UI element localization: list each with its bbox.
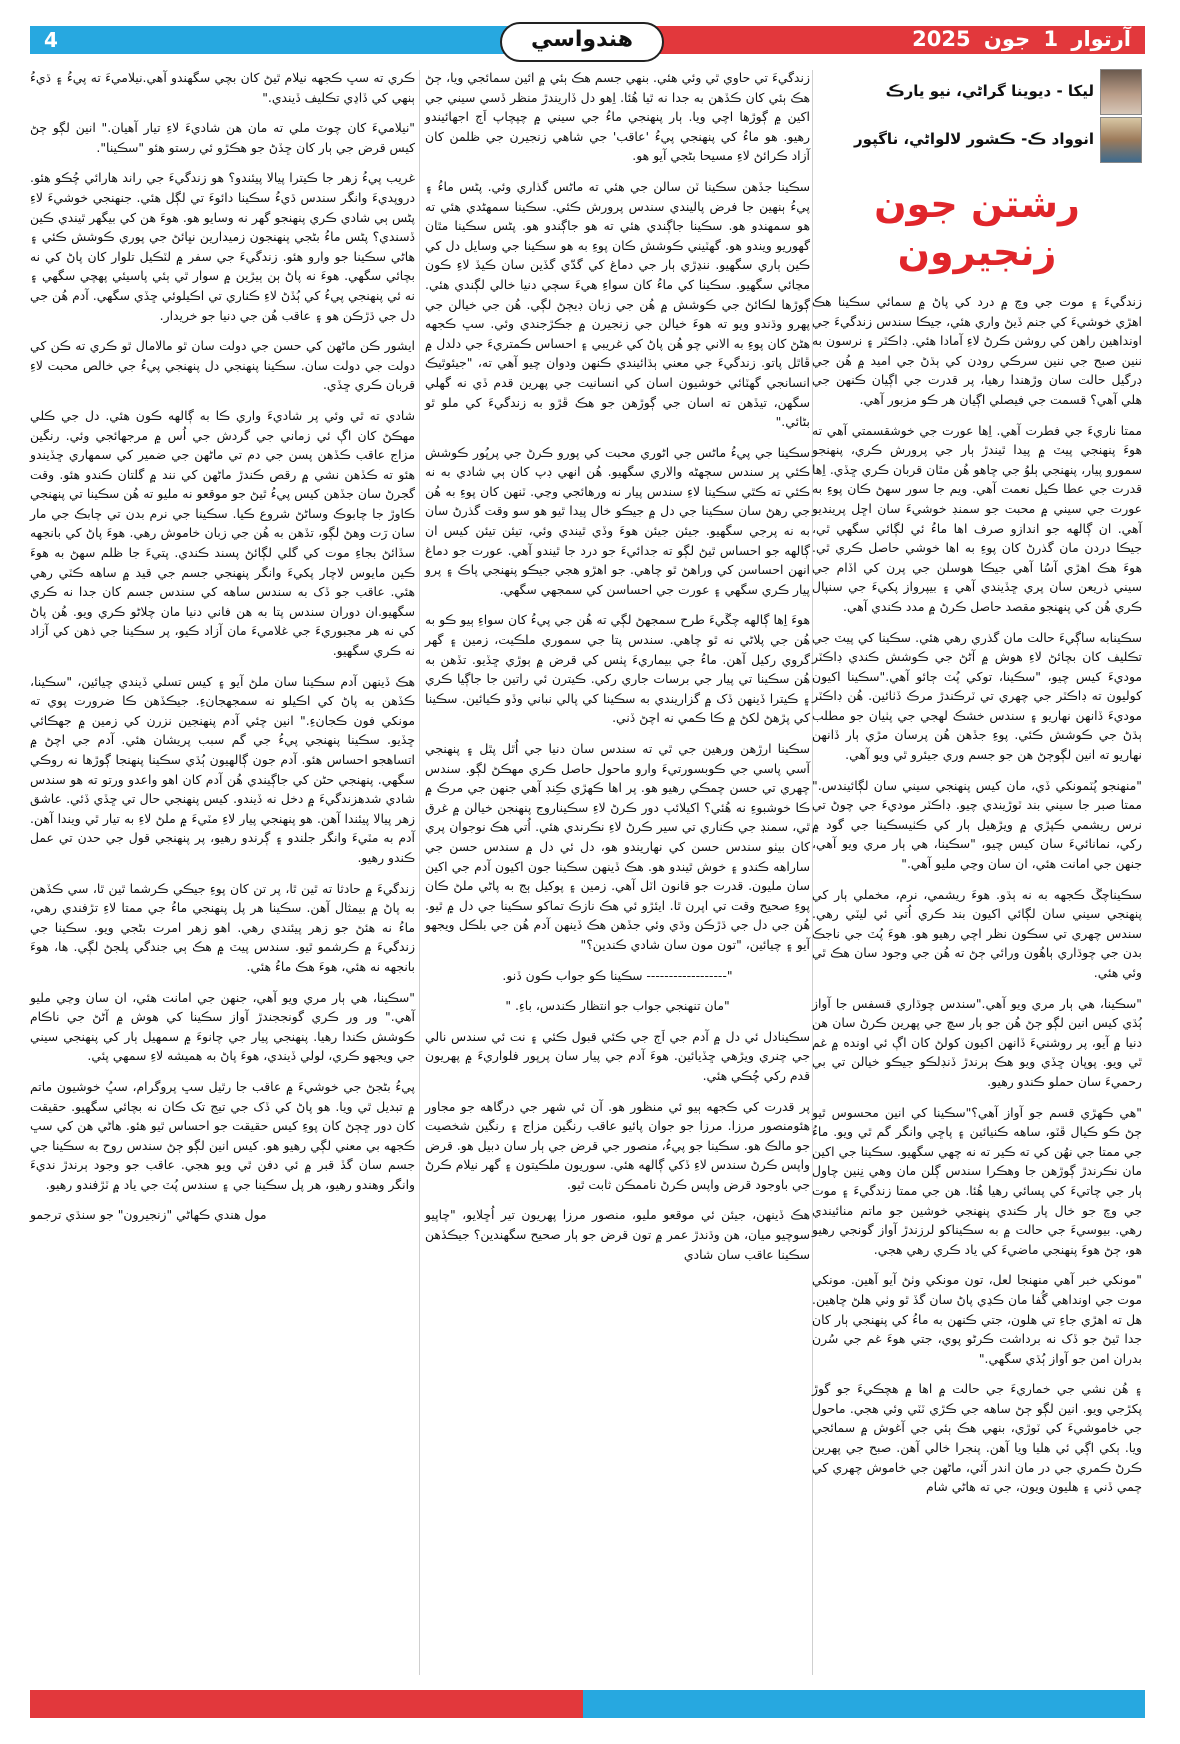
translator-name: انوواد ڪ- ڪشور لالواڻي، ناگپور <box>854 130 1094 149</box>
paragraph: ممتا ناريءَ جي فطرت آهي. اِها عورت جي خوشقسمتي آهي ته هوءَ پنهنجي پيٽ ۾ پيدا ٿيندڙ ٻار جي پرورش ڪري، پنهنجو سمورو پيار، پنهنجي ٻلوُ جي چاهو هُن مٿان قربان ڪري ڇڏي. اِها قدرت جي عطا ڪيل نعمت آهي. ويم جا سور سهڻ ڪان پوءِ به عورت جي سيني ۾ محبت جو سمنڊ خوشيءَ سان اڇل پرينديو آهي. ان ڳالهه جو اندازو صرف اها ماءُ ئي لڳائي سگهي ٿي، جيڪا دردن مان گذرڻ کان پوءِ به اها خوشي حاصل ڪري ٿي. هوءَ هڪ اهڙي آسُا آهي جيڪا هوسلن جي پرن کي اڏام جي سيني ذريعن سان پري ڇڏيندي آهي ۽ بيپرواز پکيءَ جي سنپال ڪري هُن کي پنهنجو مقصد حاصل ڪرڻ ۾ مدد ڪندي آهي. <box>812 422 1142 614</box>
paragraph: غريب پيءُ زهر جا ڪيترا پيالا پيئندو؟ هو زندگيءَ جي راند هارائي چُڪو هئو. دروپديءَ وانگر سندس ڌيءُ سڪينا دائوءَ تي لڳل هئي. جنهنجي خوشيءَ لاءِ پڻس ٻي شادي ڪري پنهنجو گهر نه وسايو هو. هوءَ هن کي بيگهر ٿيندي ڪين ڏسندي؟ پڻس ماءُ بڻجي پنهنجون زميدارين نڀائڻ جي پوري ڪوشش ڪئي ۽ هاڻي سڪينا جو وارو هئو. زندگيءَ جي سفر ۾ لٽڪيل تلوار کان پاڻ کي نه بچائي سگهي. هوءَ نه پاڻ ٻن ٻيڙين ۾ سوار ٿي ٻئي پاسيئي پهچي سگهي ۽ نه ئي پنهنجي پيءُ کي ٻُڏڻ لاءِ ڪناري تي اڪيلوئي ڇڏي سگهي. آدم هُن جي دل جي ڌڙڪن هو ۽ عاقب هُن جي دنيا جو خريدار. <box>30 170 415 323</box>
paragraph: "منهنجو پُٽمونکي ڏي، مان کيس پنهنجي سيني سان لڳائيندس." ممتا صبر جا سيني بند ٽوڙيندي چيو. ڊاڪٽر موديءَ جي چوڻ تي نرس ريشمي ڪپڙي ۾ ويڙهيل ٻار کي ڪٺيسڪينا جي گود ۾ رکي، نمانائيءَ سان کيس چيو، "سڪينا، هي ٻار مري ويو آهي، جنهن جي امانت هئي، ان سان وڃي مليو آهي." <box>812 777 1142 872</box>
paragraph: پر قدرت کي ڪجهه ٻيو ئي منظور هو. آن ئي شهر جي درگاهه جو مجاور هئومنصور مرزا. مرزا جو جوان پائيو عاقب رنگين مزاج ۽ رنگين شخصيت جو مالڪ هو. سڪينا جو پيءُ، منصور جي قرض جي ٻار سان دبيل هو. قرض واپس ڪرڻ سندس لاءِ ڏکي ڳالهه هئي. سوريون ملڪيتون ۽ گهر نيلام ڪرڻ جي باوجود قرض واپس ڪرڻ ناممڪن ثابت ٿيو. <box>425 1098 810 1192</box>
dateline: آرتوار 1 جون 2025 <box>912 27 1131 51</box>
paragraph: سڪيناچڱ ڪجهه به نه ٻڌو. هوءَ ريشمي، نرم، مخملي ٻار کي پنهنجي سيني سان لڳائي اکيون بند ڪري اُتي ئي ليٽي رهي. سندس چهري تي سڪون نظر اچي رهيو هو. هوءَ پُٽ جي ناجڪ بدن جي چوڌاري ٻاهُون ورائي ڄڻ ته هُن جي وجود سان هڪ ٿي وئي هئي. <box>812 886 1142 980</box>
article-column-3 <box>30 68 415 1236</box>
article-column-2 <box>425 68 810 1275</box>
paragraph: هڪ ڏينهن، جيئن ئي موقعو مليو، منصور مرزا پهريون تير اُڇلايو، "چاپيو سوچيو ميان، هن وڌندڙ عمر ۾ تون قرض جو ٻار صحيح سگهندين؟ جيڪڏهن سڪينا عاقب سان شادي <box>425 1207 810 1262</box>
paragraph: "سڪينا، هي ٻار مري ويو آهي، جنهن جي امانت هئي، ان سان وڃي مليو آهي." ور ور ڪري گونججندڙ آواز سڪينا کي هوش ۾ آڻڻ جي ناڪام ڪوشش ڪندا رهيا. پنهنجي پيار جي چانوءَ ۾ سمهيل ٻار کي پنهنجي سيني جي ويجهو ڪري، لولي ڏيندي، هوءَ پاڻ به هميشه لاءِ سمهي پئي. <box>30 989 415 1064</box>
paragraph: ڪري ته سڀ ڪجهه نيلام ٿيڻ کان بچي سگهندو آهي.نيلاميءَ ته پيءُ ۽ ڌيءُ ٻنهي کي ڏاڍي تڪليف ڏيندي." <box>30 70 415 105</box>
paragraph: زندگيءَ ۽ موت جي وچ ۾ درد کي پاڻ ۾ سمائي سڪينا هڪ اهڙي خوشيءَ کي جنم ڏيڻ واري هئي، جيڪا سندس زندگيءَ جي اونداهين راهن کي روشن ڪرڻ لاءِ آمادا هئي. ڊاڪٽر ۽ نرسون به ننين صبح جي ننين سرڪي رودن کي ٻڌڻ جي اميد ۾ هُن جي ڊرگيل حالت سان وڙهندا رهيا، پر قدرت جي اڳيان ڪنهن جي هلي آهي؟ قسمت جي فيصلي اڳيان هر ڪو مزبور آهي. <box>811 294 1142 407</box>
column-divider <box>419 70 420 1675</box>
translation-credit: مول هندي ڪهاڻي "زنجيرون" جو سنڌي ترجمو <box>30 1207 267 1223</box>
paragraph: سڪينا ارڙهن ورهين جي ٿي ته سندس سان دنيا جي اُٿل پٿل ۽ پنهنجي آسي پاسي جي ڪوبسورتيءَ وارو ماحول حاصل ڪري مهڪڻ لڳو. سندس چهري تي حسن چمڪي رهيو هو. پر اها ڪهڙي ڪِنڊ آهي جنهن جي مرڪ ۾ ڪا خوشبوءِ نه هُئي؟ اکيلائپ دور ڪرڻ لاءِ سڪيناروج پنهنجن خيالن ۾ غرق ٿي، سمنڊ جي ڪناري تي سير ڪرڻ لاءِ نڪرندي هئي. اُتي هڪ نوجوان پري کان بيٺو سندس حسن کي نهاريندو هو، دل ئي دل ۾ سندس حسن جي ساراهه ڪندو ۽ خوش ٿيندو هو. هڪ ڏينهن سڪينا جون اکيون آدم جي اکين سان مليون. قدرت جو قانون اٽل آهي. زمين ۽ پوکيل ٻج به پاڻي ملڻ ڪان پوءِ صحيح وقت تي اپرن ٿا. ايئڙو ئي هڪ نازڪ تماکو سڪينا جي دل ۾ ٿيو. هُن جي دل جي ڌڙڪن وڌي وئي جڏهن هڪ ڏينهن آدم هُن جي بلڪل ويجهو آيو ۽ چيائين، "تون مون سان شادي ڪندين؟" <box>425 741 810 952</box>
author-name: ليکا - ديوينا گراڻي، نيو يارڪ <box>885 82 1094 101</box>
paragraph: سڪينا جي پيءُ ماڻس جي اڻوري محبت کي پورو ڪرڻ جي پرپُور ڪوشش ڪئي پر سندس سڄهڻه والاري سگهيو. هُن انهي ڊپ کان ٻي شادي به نه ڪئي ته ڪٿي سڪينا لاءِ سندس پيار نه ورهائجي وڃي. ٽنهن کان پوءِ به هُن جي رهڻ سان سڪينا جي دل ۾ جيڪو خال پيدا ٿيو هو سو وقت گذرڻ سان به نه پرجي سگهيو. جيئن جيئن هوءَ وڏي ٿيندي وئي، تيئن تيئن کيس ان ڳالهه جو احساس ٿيڻ لڳو ته جدائيءَ جو درد جا ٿيندو آهي. عورت جو دماغ انهن احساسن کي وراهڻ ٿو چاهي. جو اهڙو هجي جيڪو پنهنجي پاڪ ۽ پرو پيار ڪري سگهي ۽ عورت جي احساسن کي سمجهي سگهي. <box>425 444 810 597</box>
paragraph: "مونکي خبر آهي منهنجا لعل، تون مونکي وٺڻ آيو آهين. مونکي موت جي اونداهي گُفا مان ڪڍي پاڻ سان گڏ ٿو وٺي هلڻ چاهين. هل ته اهڙي جاءِ تي هلون، جتي ڪنهن به ماءُ کي پنهنجي ٻار کان جدا ٿيڻ جو ڏک نه برداشت ڪرڻو پوي، جتي هوءَ غم جي سُرن بدران امن جو آواز ٻُڌي سگهي." <box>812 1272 1142 1366</box>
paragraph: شادي ته ٿي وئي پر شاديءَ واري ڪا به ڳالهه ڪون هئي. دل جي ڪلي مهڪڻ کان اڳ ئي زماني جي گردش جي اُس ۾ مرجهائجي وئي. رنگين مزاج عاقب ڪڏهن پسن جي دم تي ماڻهن جي ضمير کي سمهاري ڇڏيندو هئو ته ڪڏهن نشي ۾ رقص ڪندڙ ماڻهن کي نند ۾ گلتان ڪندو هئو. وقت گجرڻ سان جڏهن کيس پيءُ ٿيڻ جو موقعو نه مليو ته هُن سڪينا تي پنهنجي ڪاوڙ جا چابوڪ وساڻڻ شروع ڪيا. سڪينا جي نرم بدن تي چابڪ جي مار سان رَت وهڻ لڳو، تڏهن به هُن جي زبان خاموش رهي. هوءَ پاڻ کي بانجهه سڏائڻ بجاءِ موت کي گلي لڳائڻ پسند ڪندي. پتيءَ جا ظلم سهڻ به هوءَ ڪين مايوس لاچار پکيءَ وانگر پنهنجي جسم جي قيد ۾ ساهه ڪٽي رهي هئي. عاقب جو ڏک به سندس ساهه کي سندس جسم کان جدا نه ڪري سگهيو.ان دوران سندس پتا به هن فاني دنيا مان چلاڻو ڪري ويو. هُن پاڻ کي نه هر مجبوريءَ جي غلاميءَ مان آزاد ڪيو، پر سڪينا جي ذهن کي آزاد نه ڪري سگهيو. <box>30 407 415 659</box>
author-photo <box>1100 69 1142 115</box>
paragraph: ايشور ڪن ماڻهن کي حسن جي دولت سان ٿو مالامال ٿو ڪري ته ڪن کي دولت جي دولت سان. سڪينا پنهنجي دل پنهنجي پيءُ جي خالص محبت لاءِ قربان ڪري ڇڏي. <box>30 338 415 393</box>
page-number: 4 <box>44 28 58 52</box>
paragraph: "سڪينا، هي ٻار مري ويو آهي."سندس چوڌاري قسفس جا آواز ٻُڌي کيس انين لڳو ڄڻ هُن جو ٻار سچ جي پهرين ڪرڻ سان هن دنيا ۾ آيو، پر روشنيءَ ڏانهن اکيون کولڻ کان اڳ ئي اونده ۾ غم ٿي ويو. پوپان ڇڏي ويو هڪ ٻرندڙ ڏنڊلڪو جيڪو خيالن تي بي رحميءَ سان حملو ڪندو رهيو. <box>812 995 1142 1089</box>
paragraph: هوءَ اِها ڳالهه چڱيءَ طرح سمجهڻ لڳي ته هُن جي پيءُ کان سواءِ ٻيو ڪو به هُن جي پلاڻي نه ٿو چاهي. سندس پتا جي سموري ملڪيت، زمين ۽ گهر گروي رکيل آهن. ماءُ جي بيماريءَ پٺس کي قرض ۾ ٻوڙي ڇڏيو. تڏهن به هُن سڪينا تي پيار جي برسات جاري رکي. ڪيترن ئي راتين جا جاڳيا ڪري ۽ ڪيترا ڏينهن ڏک ۾ گزاريندي به سڪينا کي پالي نباني وڏو ڪيائين. سڪينا کي پڙهڻ لکڻ ۾ ڪا ڪمي نه اچڻ ڏني. <box>425 612 810 726</box>
dialogue-line: "------------------ سڪينا ڪو جواب ڪون ڏنو. <box>502 967 733 983</box>
masthead-logo: هندواسي <box>500 22 664 62</box>
paragraph: هڪ ڏينهن آدم سڪينا سان ملڻ آيو ۽ کيس تسلي ڏيندي چيائين، "سڪينا، ڪڏهن به پاڻ کي اڪيلو نه سمجهجانءِ. جيڪڏهن ڪا ضرورت پوي ته مونکي فون ڪجانءِ." انين چئي آدم پنهنجين نزرن کي زمين ۾ جهڪائي ڇڏيو. سڪينا پنهنجي پيءُ جي گم سبب پريشان هئي. آدم جي اچڻ ۾ اتساهجو احساس هئو. آدم جون ڳالهيون ٻُڌي سڪينا پنهنجا ڳوڙها نه روڪي سگهي. پنهنجي حڻن کي جاڳيندي هُن آدم کان اهو واعدو ورتو ته هو سندس شادي شدهزندگيءَ ۾ دخل نه ڏيندو. کيس پنهنجي حال تي ڇڏي ڏئي. عاشق زهر پيالا پيئندا آهن. هو پنهنجي پيار لاءِ مٽيءَ ۾ ملڻ لاءِ به تيار ٿي ويندا آهن. آدم به مٽيءَ وانگر جلندو ۽ ڳرندو رهيو، پر پنهنجي قول جي حدن تي عمل ڪندو رهيو. <box>30 673 415 865</box>
bottom-color-bar <box>30 1690 1145 1718</box>
bottom-bar-blue <box>583 1690 1145 1718</box>
bottom-bar-red <box>30 1690 583 1718</box>
translator-byline <box>812 116 1142 164</box>
paragraph: زندگيءَ ۾ حادثا ته ٿين ٿا، پر تن کان پوءِ جيڪي ڪرشما ٿين ٿا، سي ڪڏهن به پاڻ ۾ بيمثال آهن. سڪينا هر پل پنهنجي ماءُ جي ممتا لاءِ تڙفندي رهي، ماءُ نه هئڻ جو زهر پيئندي رهي. اهو زهر امرت بڻجي ويو. سڪينا جي زندگيءَ ۾ ڪرشمو ٿيو. سندس پيٽ ۾ هڪ ٻي جندگي پلجڻ لڳي. ها، هوءَ بانجهه نه هئي، هوءَ هڪ ماءُ هئي. <box>30 880 415 974</box>
paragraph: سڪينابه ساڳيءَ حالت مان گذري رهي هئي. سڪينا کي پيٽ جي تڪليف کان بچائڻ لاءِ هوش ۾ آڻڻ جي ڪوشش ڪندي ڊاڪٽر موديءَ کيس چيو، "سڪينا، توکي پُٽ ڄائو آهي."سڪينا اکيون کوليون ته ڊاڪٽر جي چهري تي ٽرڪندڙ مرڪ ڏٺائين. هُن ڊاڪٽر موديءَ ڏانهن نهاريو ۽ سندس خشڪ لهجي جي پٺيان جو مطلب ٻڌڻ جي ڪوشش ڪئي. پوءِ جڏهن هُن پرسان مڙي ٻار ڏانهن نهاريو ته انين لڳوڄڻ هن جو جسم وري جيئرو ٿي ويو آهي. <box>812 629 1142 763</box>
paragraph: "نيلاميءَ کان چوٽ ملي ته مان هن شاديءَ لاءِ تيار آهيان." انين لڳو ڄڻ کيس قرض جي ٻار کان ڇڏڻ جو هڪڙو ئي رستو هئو "سڪينا". <box>30 120 415 155</box>
paragraph: پيءُ بڻجڻ جي خوشيءَ ۾ عاقب جا رٿيل سڀ پروگرام، سڀُ خوشيون ماتم ۾ تبديل ٿي ويا. هو پاڻ کي ڏک جي تيج تک ڪان نه بچائي سگهيو. حقيقت کان دور ڇڄڻ کان پوءِ کيس حقيقت جو احساس ٿيو هئو. هاڻي هن کي سڀ ڪجهه بي معني لڳي رهيو هو. کيس انين لڳو ڄڻ سندس روح به سڪينا جي جسم سان گڏ قبر ۾ ئي دفن ٿي ويو هجي. عاقب جو وجود ٻرندڙ نديءَ وانگر وهندو رهيو، هر پل سڪينا جي ۽ سندس پُٽ جي ياد ۾ ٽڙفندو رهيو. <box>30 1078 415 1192</box>
paragraph: ۽ هُن نشي جي خماريءَ جي حالت ۾ اها ۾ هچڪيءَ جو گوڙ پکڙجي ويو. انين لڳو ڄڻ ساهه جي ڪڙي ٽٽي وئي هجي. ماحول جي خاموشيءَ کي ٽوڙي، بنهي هڪ ٻئي جي آغوش ۾ سمائجي ويا. ٻکي اڳي ئي هليا ويا آهن. پنجرا خالي آهن. صبح جي پهرين ڪرڻ ڪمري جي در مان اندر آئي، ماڻهن جي خاموش چهري کي چمي ڏني ۽ هليون ويون، جي ته هاڻي شام <box>812 1381 1142 1495</box>
paragraph: سڪينادل ئي دل ۾ آدم جي اَڄ جي ڪئي قبول ڪئي ۽ نت ئي سندس نالي جي چنري ويڙهي ڇڏيائين. هوءَ آدم جي پيار سان پرپور فلواريءَ ۾ پهريون قدم رکي چُڪي هئي. <box>425 1028 810 1083</box>
article-title: رشتن جون زنجيرون <box>874 182 1080 274</box>
paragraph: سڪينا جڏهن سڪينا ٽن سالن جي هئي ته ماڻس گذاري وئي. پڻس ماءُ ۽ پيءُ ٻنهين جا فرض پاليندي سندس پرورش ڪئي. سڪينا سمهڻدي هئي ته هو سمهندو هو. سڪينا جاڳندي هئي ته هو جاڳندو هو. پڻس سڪينا مٿان گهوريو ويندو هو. گهٽيني ڪوشش ڪان پوءِ به هو سڪينا جي وسايل دل کي ڪين ٻاري سگهيو. ننڍڙي ٻار جي دماغ کي گدّي گڏين سان ڪيڏ لاءِ ڪون مڃائي سگهيو. سڪينا کي ماءُ کان سواءِ هيءَ سڄي دنيا خالي لڳندي هئي. ڳوڙها لڪائڻ جي ڪوشش ۾ هُن جي زبان ڊيڄڻ لڳي. هُن جي خيالن جي پهرو وڌندو ويو ته هوءَ خيالن جي زنجيرن ۾ جڪڙجندي وئي. سڀ ڪجهه هڻڻ کان پوءِ به الاني چو هُن پاڻ کي غريبي ۽ احساس ڪمتريءَ جي دلدل ۾ ڦاٿل پاتو. زندگيءَ جي معني ٻڌائيندي ڪنهن ودوان چيو آهي ته، "جيئوٿيڪ انسانجي گهٽائي خوشيون اسان کي انسانيت جي پهرين قدم ڏي نه گهلي سگهن، تيڏهن ته اسان جي ڳوڙهن جو هڪ ڦڙو به زندگيءَ کي ملو ٿو بڻائي." <box>425 178 810 430</box>
author-byline <box>812 68 1142 116</box>
paragraph: "هي ڪهڙي قسم جو آواز آهي؟"سڪينا کي انين محسوس ٿيو ڄڻ ڪو ڪيال ڦٽو، ساهه ڪنيائين ۽ پاڇي وانگر گم ٿي ويو. ماءُ جي ممتا جي نهُن کي ته ڪير ته نه چهي سگهيو. سڪينا جي اکين مان نڪرندڙ ڳوڙهن جا وهڪرا سندس ڳلن مان وهي نِنين چاول ٻار جي چاتيءَ کي پسائي رهيا هُئا. هن جي ممتا زندگيءَ ۽ موت جي وچ جو خال پار ڪندي پنهنجي خوشين جو ماتم منائيندي رهي. بيوسيءَ جي حالت ۾ به سڪيناکو لرزندڙ آواز گونجي رهيو هو، ڄڻ هوءَ پنهنجي ماضيءَ کي ياد ڪري رهي هجي. <box>812 1104 1142 1257</box>
article-column-1 <box>812 68 1142 1508</box>
dialogue-line: "مان تنهنجي جواب جو انتظار ڪندس، باءِ. " <box>505 998 730 1014</box>
paragraph: زندگيءَ تي حاوي ٿي وئي هئي. بنهي جسم هڪ ٻئي ۾ ائين سمائجي ويا، ڄڻ هڪ ٻئي کان ڪڏهن به جدا نه ٿيا هُئا. اِهو دل ڏاريندڙ منظر ڏسي سيني جي اکين ۾ ڳوڙها اچي ويا. ٻار پنهنجي ماءُ جي سيني ۾ چپچاپ اَڄ اجهائيندو رهيو. هو ماءُ کي پنهنجي پيءُ 'عاقب' جي شاهي زنجيرن جي ظلمن کان آزاد ڪرائڻ لاءِ مسيحا بڻجي آيو هو. <box>425 70 810 164</box>
translator-photo <box>1100 117 1142 163</box>
